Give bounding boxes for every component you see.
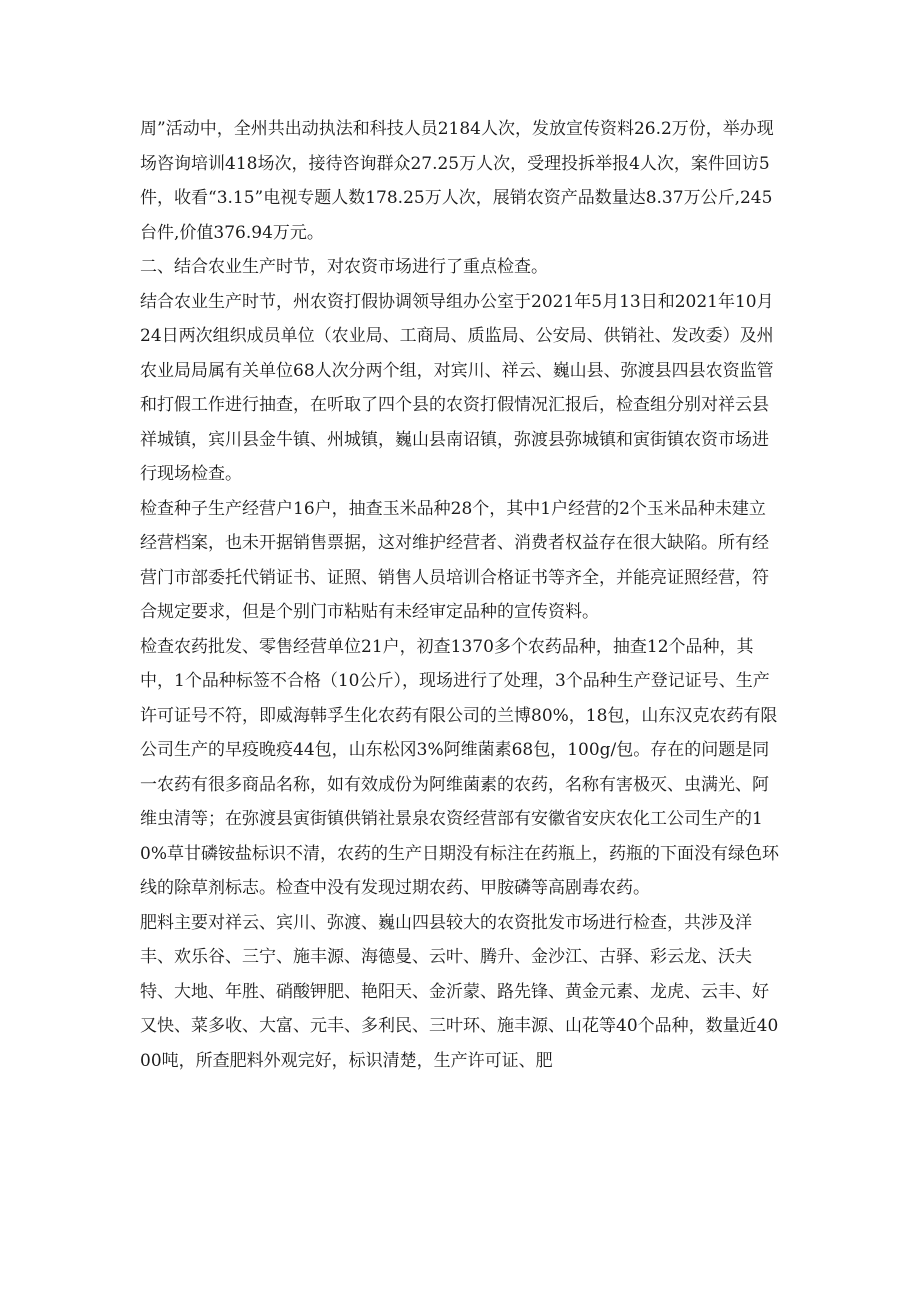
paragraph-inspection-overview: 结合农业生产时节，州农资打假协调领导组办公室于2021年5月13日和2021年10月24日两次组织成员单位（农业局、工商局、质监局、公安局、供销社、发改委）及州农业局局属有关单位68人次分两个组，对宾川、祥云、巍山县、弥渡县四县农资监管和打假工作进行抽查，在听取了四个县的农资打假情况汇报后，检查组分别对祥云县祥城镇，宾川县金牛镇、州城镇，巍山县南诏镇，弥渡县弥城镇和寅街镇农资市场进行现场检查。	[140, 291, 774, 484]
paragraph-campaign-stats: 周”活动中，全州共出动执法和科技人员2184人次，发放宣传资料26.2万份，举办现场咨询培训418场次，接待咨询群众27.25万人次，受理投拆举报4人次，案件回访5件，收看“3.15”电视专题人数178.25万人次，展销农资产品数量达8.37万公斤,245台件,价值376.94万元。	[140, 119, 774, 243]
paragraph-fertilizer-inspection: 肥料主要对祥云、宾川、弥渡、巍山四县较大的农资批发市场进行检查，共涉及洋丰、欢乐谷、三宁、施丰源、海德曼、云叶、腾升、金沙江、古驿、彩云龙、沃夫特、大地、年胜、硝酸钾肥、艳阳天、金沂蒙、路先锋、黄金元素、龙虎、云丰、好又快、菜多收、大富、元丰、多利民、三叶环、施丰源、山花等40个品种，数量近4000吨，所查肥料外观完好，标识清楚，生产许可证、肥	[140, 912, 779, 1071]
section-heading-market-inspection: 二、结合农业生产时节，对农资市场进行了重点检查。	[140, 257, 548, 277]
paragraph-seed-inspection: 检查种子生产经营户16户，抽查玉米品种28个，其中1户经营的2个玉米品种未建立经营档案，也未开据销售票据，这对维护经营者、消费者权益存在很大缺陷。所有经营门市部委托代销证书、证照、销售人员培训合格证书等齐全，并能亮证照经营，符合规定要求，但是个别门市粘贴有未经审定品种的宣传资料。	[140, 498, 769, 622]
document-body	[140, 112, 780, 1078]
paragraph-pesticide-inspection: 检查农药批发、零售经营单位21户，初查1370多个农药品种，抽查12个品种，其中，1个品种标签不合格（10公斤），现场进行了处理，3个品种生产登记证号、生产许可证号不符，即威海韩孚生化农药有限公司的兰博80%，18包，山东汉克农药有限公司生产的早疫晚疫44包，山东松冈3%阿维菌素68包，100g/包。存在的问题是同一农药有很多商品名称，如有效成份为阿维菌素的农药，名称有害极灭、虫满光、阿维虫清等；在弥渡县寅街镇供销社景泉农资经营部有安徽省安庆农化工公司生产的10%草甘磷铵盐标识不清，农药的生产日期没有标注在药瓶上，药瓶的下面没有绿色环线的除草剂标志。检查中没有发现过期农药、甲胺磷等高剧毒农药。	[140, 636, 779, 898]
